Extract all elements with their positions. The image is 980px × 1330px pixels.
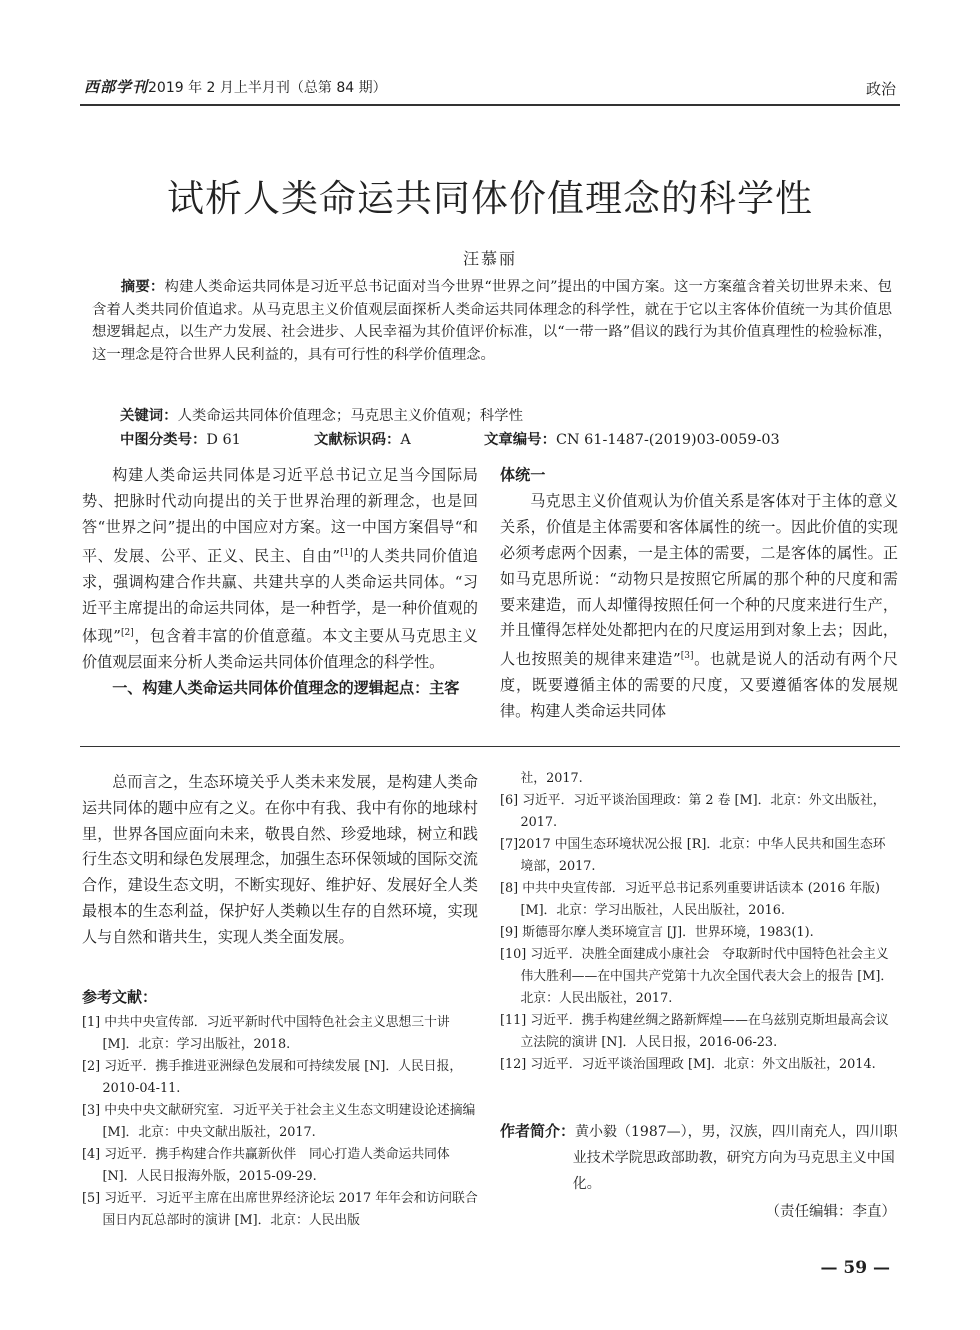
- section-label: 政治: [865, 80, 896, 98]
- keywords-text: 人类命运共同体价值理念；马克思主义价值观；科学性: [177, 408, 523, 424]
- journal-logo: 西部学刊: [84, 78, 149, 96]
- citation: [1]: [340, 547, 353, 558]
- body-right-column: [500, 463, 898, 725]
- header-rule: [80, 104, 900, 106]
- reference-continuation: 社，2017.: [520, 771, 583, 786]
- reference-item: [5] 习近平．习近平主席在出席世界经济论坛 2017 年年会和访问联合国日内瓦总部时的演讲 [M]．北京：人民出版: [82, 1191, 478, 1228]
- page-number: — 59 —: [820, 1258, 890, 1278]
- keywords: [120, 404, 523, 425]
- author-bio-text: 黄小毅（1987—），男，汉族，四川南充人，四川职业技术学院思政部助教，研究方向为马克思主义中国化。: [572, 1124, 898, 1192]
- article-no-value: CN 61-1487-(2019)03-0059-03: [555, 432, 780, 448]
- doc-code-label: 文献标识码：: [314, 432, 401, 448]
- references-heading: 参考文献：: [82, 988, 158, 1006]
- keywords-label: 关键词：: [120, 408, 178, 424]
- reference-item: [8] 中共中央宣传部．习近平总书记系列重要讲话读本 (2016 年版)[M]．北京：学习出版社，人民出版社，2016.: [500, 881, 881, 918]
- article-title: 试析人类命运共同体价值理念的科学性: [167, 177, 813, 220]
- article-number: [484, 428, 780, 449]
- body-left-column: [82, 463, 478, 702]
- author-bio: [500, 1118, 898, 1197]
- reference-item: [7]2017 中国生态环境状况公报 [R]．北京：中华人民共和国生态环境部，2017.: [500, 837, 886, 874]
- abstract: [92, 276, 892, 366]
- issue-info: 2019 年 2 月上半月刊（总第 84 期）: [148, 80, 387, 96]
- reference-item: [2] 习近平．携手推进亚洲绿色发展和可持续发展 [N]．人民日报，2010-04-11.: [82, 1059, 463, 1096]
- author-bio-label: 作者简介：: [500, 1122, 576, 1140]
- article-author: 汪慕丽: [462, 249, 517, 268]
- clc-label: 中图分类号：: [120, 432, 207, 448]
- responsible-editor: （责任编辑：李直）: [765, 1204, 896, 1220]
- reference-item: [11] 习近平．携手构建丝绸之路新辉煌——在乌兹别克斯坦最高会议立法院的演讲 [N]．人民日报，2016-06-23.: [500, 1013, 889, 1050]
- references-right: [500, 768, 898, 1076]
- citation: [2]: [121, 628, 134, 639]
- reference-item: [12] 习近平．习近平谈治国理政 [M]．北京：外文出版社，2014.: [500, 1057, 876, 1072]
- references-left: [82, 1012, 478, 1232]
- citation: [3]: [680, 651, 694, 662]
- conclusion-paragraph: 总而言之，生态环境关乎人类未来发展，是构建人类命运共同体的题中应有之义。在你中有我、我中有你的地球村里，世界各国应面向未来，敬畏自然、珍爱地球，树立和践行生态文明和绿色发展理念，加强生态环保领域的国际交流合作，建设生态文明，不断实现好、维护好、发展好全人类最根本的生态利益，保护好人类赖以生存的自然环境，实现人与自然和谐共生，实现人类全面发展。: [82, 773, 478, 946]
- section-divider: [80, 746, 900, 747]
- section-heading-cont: 体统一: [500, 466, 546, 484]
- body-paragraph: 马克思主义价值观认为价值关系是客体对于主体的意义关系，价值是主体需要和客体属性的统一。因此价值的实现必须考虑两个因素，一是主体的需要，二是客体的属性。正如马克思所说：“动物只是按照它所属的那个种的尺度和需要来建造，而人却懂得按照任何一个种的尺度来进行生产，并且懂得怎样处处都把内在的尺度运用到对象上去；因此，人也按照美的规律来建造”[3]。也就是说人的活动有两个尺度，既要遵循主体的需要的尺度，又要遵循客体的发展规律。构建人类命运共同体: [500, 491, 898, 721]
- clc-value: D 61: [206, 432, 241, 448]
- reference-item: [4] 习近平．携手构建合作共赢新伙伴 同心打造人类命运共同体 [N]．人民日报海外版，2015-09-29.: [82, 1147, 450, 1184]
- clc-number: [120, 428, 241, 449]
- reference-item: [3] 中央中央文献研究室．习近平关于社会主义生态文明建设论述摘编 [M]．北京：中央文献出版社，2017.: [82, 1103, 476, 1140]
- section-heading: 一、构建人类命运共同体价值理念的逻辑起点：主客: [112, 679, 460, 698]
- article-no-label: 文章编号：: [484, 432, 556, 448]
- reference-item: [9] 斯德哥尔摩人类环境宣言 [J]．世界环境，1983(1).: [500, 925, 814, 940]
- document-code: [314, 428, 411, 449]
- reference-item: [6] 习近平．习近平谈治国理政：第 2 卷 [M]．北京：外文出版社，2017.: [500, 793, 886, 830]
- abstract-label: 摘要：: [120, 279, 165, 295]
- abstract-text: 构建人类命运共同体是习近平总书记面对当今世界“世界之问”提出的中国方案。这一方案蕴含着关切世界未来、包含着人类共同价值追求。从马克思主义价值观层面探析人类命运共同体理念的科学性，就在于它以主客体价值统一为其价值思想逻辑起点，以生产力发展、社会进步、人民幸福为其价值评价标准，以“一带一路”倡议的践行为其价值真理性的检验标准，这一理念是符合世界人民利益的，具有可行性的科学价值理念。: [92, 279, 892, 363]
- doc-code-value: A: [400, 432, 411, 448]
- reference-item: [10] 习近平．决胜全面建成小康社会 夺取新时代中国特色社会主义伟大胜利——在中国共产党第十九次全国代表大会上的报告 [M]．北京：人民出版社，2017.: [500, 947, 894, 1006]
- conclusion: [82, 770, 478, 951]
- reference-item: [1] 中共中央宣传部．习近平新时代中国特色社会主义思想三十讲 [M]．北京：学习出版社，2018.: [82, 1015, 450, 1052]
- body-paragraph: 构建人类命运共同体是习近平总书记立足当今国际局势、把脉时代动向提出的关于世界治理的新理念，也是回答“世界之问”提出的中国应对方案。这一中国方案倡导“和平、发展、公平、正义、民主、自由”[1]的人类共同价值追求，强调构建合作共赢、共建共享的人类命运共同体。“习近平主席提出的命运共同体，是一种哲学，是一种价值观的体现”[2]，包含着丰富的价值意蕴。本文主要从马克思主义价值观层面来分析人类命运共同体价值理念的科学性。: [82, 466, 478, 672]
